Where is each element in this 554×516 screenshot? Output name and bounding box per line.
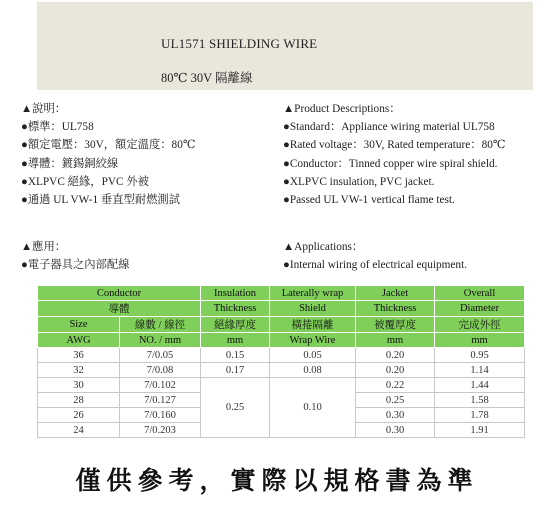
desc-line: ●Passed UL VW-1 vertical flame test.: [283, 194, 455, 207]
desc-line: ●Rated voltage：30V, Rated temperature：80℃: [283, 139, 506, 152]
app-line: ▲應用：: [21, 241, 67, 253]
app-line: ●Internal wiring of electrical equipment.: [283, 259, 468, 272]
app-line: ●電子器具之內部配線: [21, 259, 130, 272]
diameter-cell: 1.58: [435, 393, 525, 408]
diameter-cell: 1.14: [435, 363, 525, 378]
conductor-header-en: Conductor: [38, 286, 201, 301]
laterally-header-en2: Shield: [270, 301, 356, 317]
diameter-cell: 0.95: [435, 348, 525, 363]
awg-cell: 28: [38, 393, 120, 408]
unit-wrap-wire: Wrap Wire: [270, 333, 356, 348]
jacket-header-zh: 被覆厚度: [356, 317, 435, 333]
laterally-header-en1: Laterally wrap: [270, 286, 356, 301]
desc-line: ▲說明：: [21, 103, 67, 115]
applications-zh: [21, 238, 130, 274]
diameter-cell: 1.78: [435, 408, 525, 423]
awg-cell: 24: [38, 423, 120, 438]
jacket-header-en1: Jacket: [356, 286, 435, 301]
unit-mm: mm: [201, 333, 270, 348]
insulation-cell: 0.15: [201, 348, 270, 363]
desc-line: ●XLPVC insulation, PVC jacket.: [283, 175, 435, 188]
applications-en: [283, 238, 467, 274]
jacket-cell: 0.30: [356, 408, 435, 423]
description-zh: [21, 100, 195, 209]
unit-awg: AWG: [38, 333, 120, 348]
jacket-header-en2: Thickness: [356, 301, 435, 317]
desc-line: ●Conductor：Tinned copper wire spiral shield.: [283, 157, 498, 170]
strand-header: 線數 / 線徑: [120, 317, 201, 333]
awg-cell: 36: [38, 348, 120, 363]
table-row: [38, 378, 525, 393]
diameter-header-en2: Diameter: [435, 301, 525, 317]
desc-line: ●額定電壓：30V，額定溫度：80℃: [21, 139, 196, 152]
desc-line: ●XLPVC 絕緣，PVC 外被: [21, 175, 149, 188]
unit-no-mm: NO. / mm: [120, 333, 201, 348]
jacket-cell: 0.20: [356, 348, 435, 363]
table-row: [38, 348, 525, 363]
unit-mm: mm: [435, 333, 525, 348]
conductor-header-zh: 導體: [38, 301, 201, 317]
strand-cell: 7/0.160: [120, 408, 201, 423]
spec-table: [37, 285, 525, 438]
strand-cell: 7/0.127: [120, 393, 201, 408]
jacket-cell: 0.25: [356, 393, 435, 408]
insulation-cell: 0.17: [201, 363, 270, 378]
awg-cell: 30: [38, 378, 120, 393]
desc-line: ●導體：鍍錫銅絞線: [21, 157, 119, 170]
insulation-header-en2: Thickness: [201, 301, 270, 317]
desc-line: ●Standard：Appliance wiring material UL758: [283, 121, 495, 134]
awg-cell: 32: [38, 363, 120, 378]
strand-cell: 7/0.08: [120, 363, 201, 378]
insulation-header-en1: Insulation: [201, 286, 270, 301]
strand-cell: 7/0.102: [120, 378, 201, 393]
app-line: ▲Applications：: [283, 241, 364, 253]
description-en: [283, 100, 506, 209]
diameter-header-en1: Overall: [435, 286, 525, 301]
strand-cell: 7/0.203: [120, 423, 201, 438]
jacket-cell: 0.30: [356, 423, 435, 438]
unit-mm: mm: [356, 333, 435, 348]
jacket-cell: 0.20: [356, 363, 435, 378]
laterally-cell: 0.05: [270, 348, 356, 363]
desc-line: ●通過 UL VW-1 垂直型耐燃測試: [21, 194, 181, 207]
insulation-merged-cell: 0.25: [201, 378, 270, 438]
size-header: Size: [38, 317, 120, 333]
laterally-header-zh: 橫捲隔離: [270, 317, 356, 333]
strand-cell: 7/0.05: [120, 348, 201, 363]
title-banner: [37, 2, 533, 90]
diameter-cell: 1.91: [435, 423, 525, 438]
table-row: [38, 363, 525, 378]
awg-cell: 26: [38, 408, 120, 423]
desc-line: ▲Product Descriptions：: [283, 103, 401, 115]
insulation-header-zh: 絕緣厚度: [201, 317, 270, 333]
product-title: UL1571 SHIELDING WIRE: [161, 36, 318, 51]
laterally-merged-cell: 0.10: [270, 378, 356, 438]
diameter-cell: 1.44: [435, 378, 525, 393]
disclaimer-footer: 僅供參考，實際以規格書為準: [75, 466, 479, 495]
jacket-cell: 0.22: [356, 378, 435, 393]
laterally-cell: 0.08: [270, 363, 356, 378]
desc-line: ●標準：UL758: [21, 121, 94, 134]
product-subtitle: 80℃ 30V 隔離線: [161, 71, 253, 85]
diameter-header-zh: 完成外徑: [435, 317, 525, 333]
